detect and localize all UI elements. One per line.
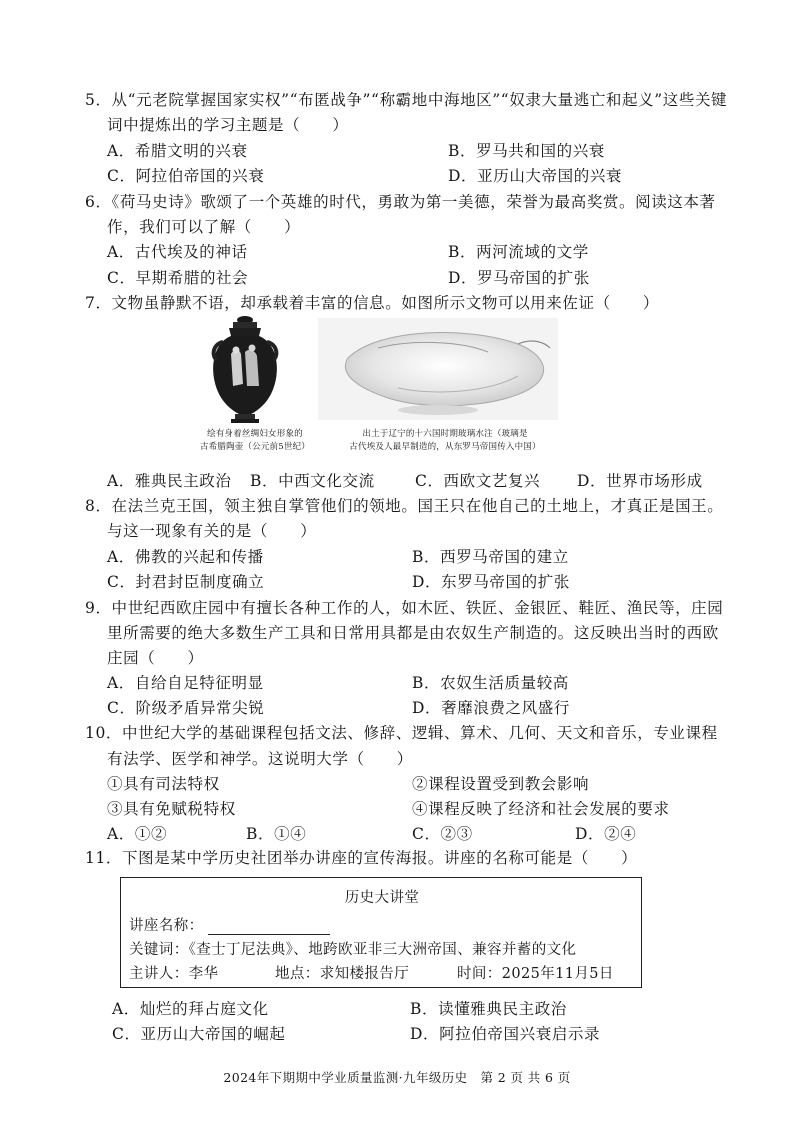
q10-option-c: C．②③ bbox=[412, 825, 473, 843]
q6-option-d: D．罗马帝国的扩张 bbox=[448, 269, 590, 287]
q8-option-d: D．东罗马帝国的扩张 bbox=[412, 573, 570, 591]
q9-option-c: C．阶级矛盾异常尖锐 bbox=[107, 699, 265, 717]
q7-caption-2-line2: 古代埃及人最早制造的，从东罗马帝国传入中国） bbox=[349, 442, 541, 452]
q6-stem-line1: 6．《荷马史诗》歌颂了一个英雄的时代，勇敢为第一美德，荣誉为最高奖赏。阅读这本著 bbox=[85, 193, 716, 211]
lecture-poster bbox=[120, 877, 642, 988]
q5-option-a: A．希腊文明的兴衰 bbox=[107, 142, 248, 160]
q8-option-b: B．西罗马帝国的建立 bbox=[412, 548, 569, 566]
q7-option-a: A．雅典民主政治 bbox=[107, 472, 232, 490]
q8-stem-line2: 与这一现象有关的是（ ） bbox=[107, 522, 317, 540]
q10-stem-line1: 10．中世纪大学的基础课程包括文法、修辞、逻辑、算术、几何、天文和音乐，专业课程 bbox=[85, 724, 718, 742]
poster-name-blank bbox=[208, 919, 330, 935]
poster-speaker: 主讲人：李华 bbox=[129, 966, 219, 982]
q9-stem-line2: 里所需要的绝大多数生产工具和日常用具都是由农奴生产制造的。这反映出当时的西欧 bbox=[107, 624, 719, 642]
q10-statement-1: ①具有司法特权 bbox=[107, 775, 220, 793]
q9-stem-line1: 9．中世纪西欧庄园中有擅长各种工作的人，如木匠、铁匠、金银匠、鞋匠、渔民等，庄园 bbox=[85, 599, 724, 617]
greek-vase-image bbox=[205, 314, 290, 424]
q7-option-c: C．西欧文艺复兴 bbox=[415, 472, 541, 490]
q5-option-b: B．罗马共和国的兴衰 bbox=[448, 142, 605, 160]
q10-option-b: B．①④ bbox=[246, 825, 307, 843]
q8-option-a: A．佛教的兴起和传播 bbox=[107, 548, 264, 566]
poster-keywords: 关键词：《查士丁尼法典》、地跨欧亚非三大洲帝国、兼容并蓄的文化 bbox=[129, 942, 577, 958]
q10-option-a: A．①② bbox=[107, 825, 168, 843]
poster-lecture-name-label: 讲座名称： bbox=[129, 918, 204, 934]
glass-vessel-image bbox=[318, 318, 558, 420]
q11-option-d: D．阿拉伯帝国兴衰启示录 bbox=[410, 1025, 601, 1043]
q9-option-b: B．农奴生活质量较高 bbox=[412, 674, 569, 692]
q6-stem-line2: 作，我们可以了解（ ） bbox=[107, 218, 301, 236]
q11-stem: 11．下图是某中学历史社团举办讲座的宣传海报。讲座的名称可能是（ ） bbox=[85, 849, 638, 867]
q9-option-d: D．奢靡浪费之风盛行 bbox=[412, 699, 570, 717]
q11-option-b: B．读懂雅典民主政治 bbox=[410, 1000, 567, 1018]
q6-option-a: A．古代埃及的神话 bbox=[107, 243, 248, 261]
poster-title: 历史大讲堂 bbox=[344, 890, 420, 906]
q10-statement-2: ②课程设置受到教会影响 bbox=[412, 775, 590, 793]
poster-lecture-name bbox=[129, 914, 330, 935]
q7-caption-2-line1: 出土于辽宁的十六国时期玻璃水注（玻璃是 bbox=[362, 429, 528, 439]
page-footer: 2024年下期期中学业质量监测·九年级历史 第 2 页 共 6 页 bbox=[223, 1070, 571, 1085]
q8-option-c: C．封君封臣制度确立 bbox=[107, 573, 265, 591]
q11-option-c: C．亚历山大帝国的崛起 bbox=[112, 1025, 286, 1043]
q10-statement-4: ④课程反映了经济和社会发展的要求 bbox=[412, 800, 670, 818]
q10-statement-3: ③具有免赋税特权 bbox=[107, 800, 236, 818]
q7-option-d: D．世界市场形成 bbox=[577, 472, 703, 490]
poster-time: 时间：2025年11月5日 bbox=[457, 966, 614, 982]
q5-stem-line2: 词中提炼出的学习主题是（ ） bbox=[107, 116, 349, 134]
q6-option-b: B．两河流域的文学 bbox=[448, 243, 589, 261]
q5-option-d: D．亚历山大帝国的兴衰 bbox=[448, 167, 623, 185]
q5-option-c: C．阿拉伯帝国的兴衰 bbox=[107, 167, 265, 185]
q10-option-d: D．②④ bbox=[575, 825, 637, 843]
q11-option-a: A．灿烂的拜占庭文化 bbox=[112, 1000, 269, 1018]
q6-option-c: C．早期希腊的社会 bbox=[107, 269, 249, 287]
q8-stem-line1: 8．在法兰克王国，领主独自掌管他们的领地。国王只在他自己的土地上，才真正是国王。 bbox=[85, 497, 724, 515]
poster-place: 地点：求知楼报告厅 bbox=[275, 966, 410, 982]
q10-stem-line2: 有法学、医学和神学。这说明大学（ ） bbox=[107, 750, 413, 768]
q7-caption-1-line2: 古希腊陶壶（公元前5世纪） bbox=[199, 442, 310, 452]
q9-option-a: A．自给自足特征明显 bbox=[107, 674, 264, 692]
q5-stem-line1: 5．从“元老院掌握国家实权”“布匿战争”“称霸地中海地区”“奴隶大量逃亡和起义”这些关键 bbox=[85, 91, 728, 109]
q7-caption-1-line1: 绘有身着丝绸妇女形象的 bbox=[207, 429, 303, 439]
q7-option-b: B．中西文化交流 bbox=[250, 472, 375, 490]
q9-stem-line3: 庄园（ ） bbox=[107, 649, 204, 667]
q7-stem: 7．文物虽静默不语，却承载着丰富的信息。如图所示文物可以用来佐证（ ） bbox=[85, 294, 659, 312]
